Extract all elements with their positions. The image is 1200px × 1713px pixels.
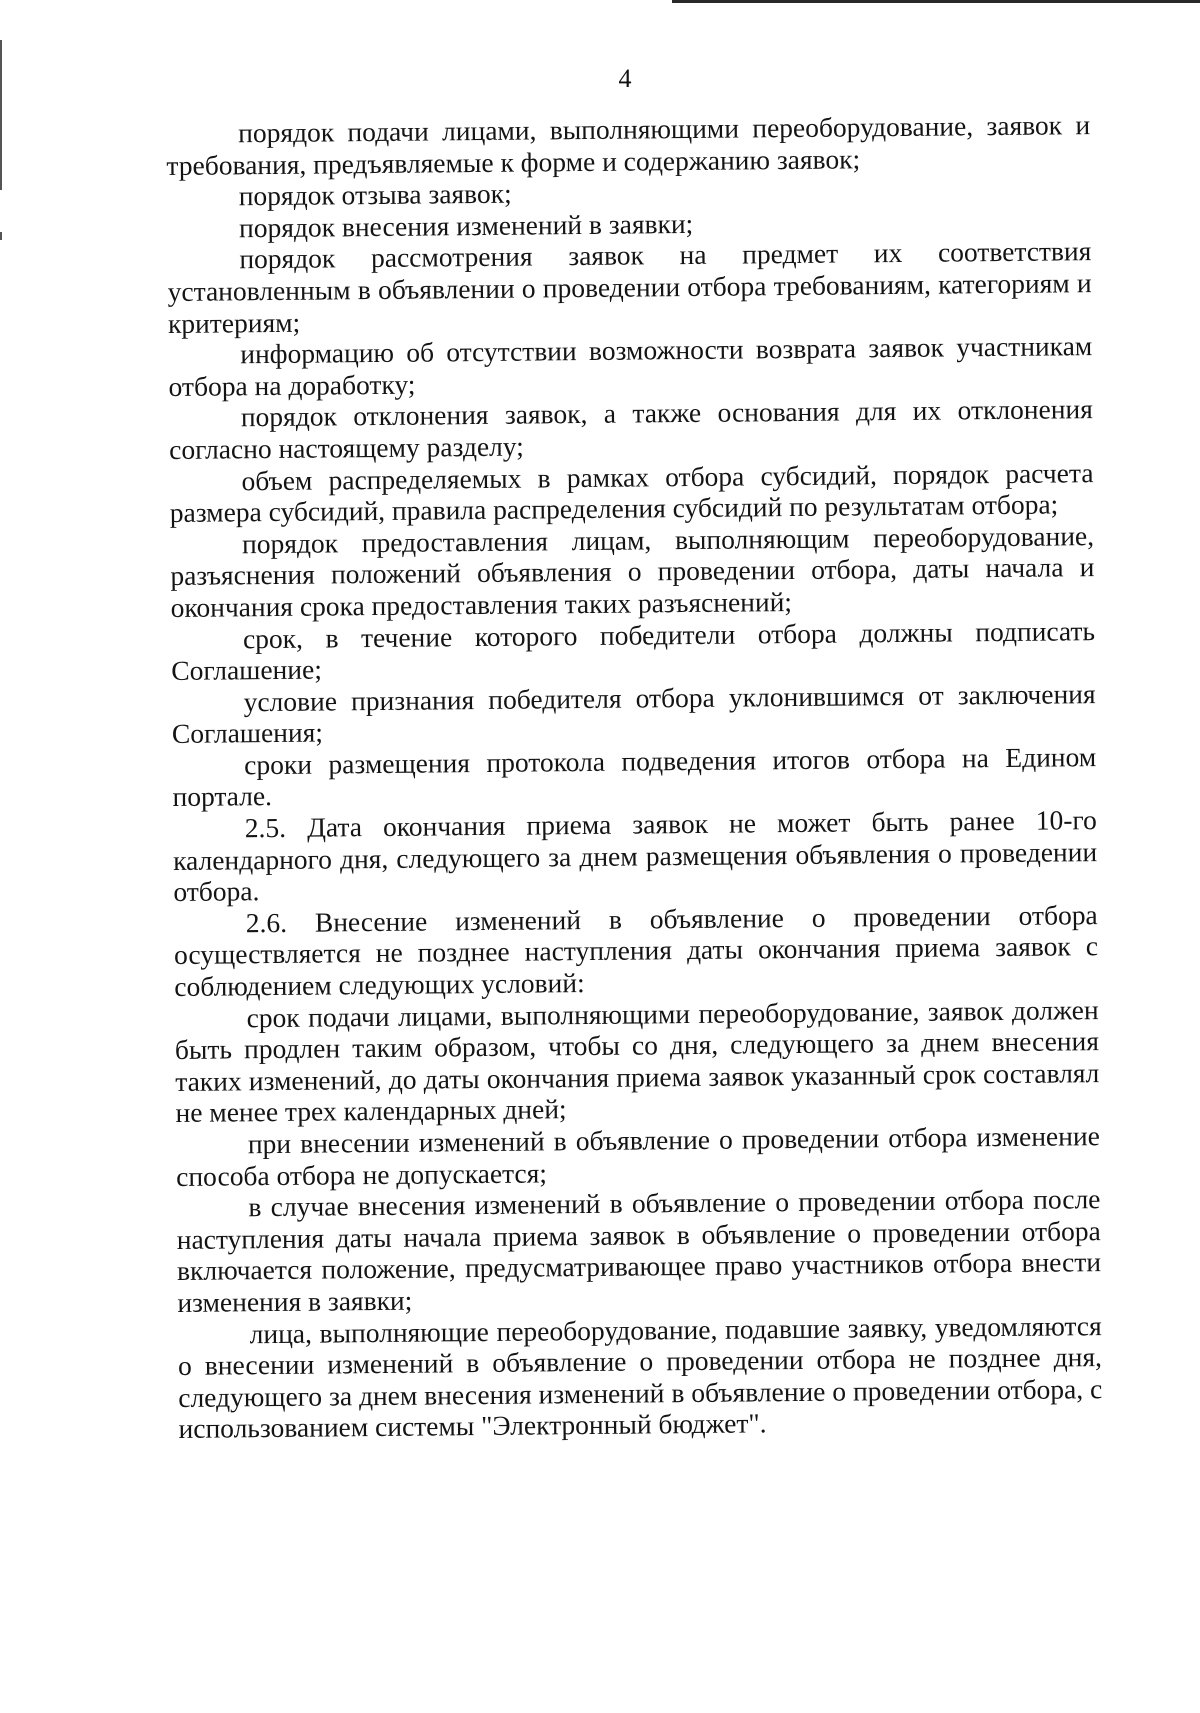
section-paragraph-2-5: 2.5. Дата окончания приема заявок не может быть ранее 10-го календарного дня, следующего за днем размещения объявления о проведении отбора. <box>172 804 1098 908</box>
paragraph: сроки размещения протокола подведения итогов отбора на Едином портале. <box>172 740 1097 813</box>
paragraph: лица, выполняющие переоборудование, подавшие заявку, уведомляются о внесении изменений в объявление о проведении отбора не позднее дня, следующего за днем внесения изменений в объявление о проведении отбора, с использованием системы "Электронный бюджет". <box>177 1309 1103 1445</box>
paragraph: порядок внесения изменений в заявки; <box>238 207 694 244</box>
paragraph: при внесении изменений в объявление о проведении отбора изменение способа отбора не допускается; <box>176 1120 1100 1192</box>
paragraph: порядок отзыва заявок; <box>238 177 512 212</box>
scan-left-edge-mark <box>0 40 2 190</box>
paragraph: срок, в течение которого победители отбора должны подписать Соглашение; <box>171 614 1096 687</box>
paragraph: порядок подачи лицами, выполняющими переоборудование, заявок и требования, предъявляемые к форме и содержанию заявок; <box>166 109 1091 181</box>
document-body <box>166 109 1103 1445</box>
paragraph: срок подачи лицами, выполняющими переоборудование, заявок должен быть продлен таким образом, чтобы со дня, следующего за днем внесения таких изменений, до даты окончания приема заявок указанный срок составлял не менее трех календарных дней; <box>174 993 1100 1129</box>
paragraph: информацию об отсутствии возможности возврата заявок участникам отбора на доработку; <box>168 330 1093 402</box>
scan-left-edge-mark <box>0 232 2 240</box>
paragraph: порядок отклонения заявок, а также основания для их отклонения согласно настоящему разделу; <box>169 393 1093 465</box>
paragraph: объем распределяемых в рамках отбора субсидий, порядок расчета размера субсидий, правила распределения субсидий по результатам отбора; <box>169 456 1094 529</box>
section-paragraph-2-6: 2.6. Внесение изменений в объявление о проведении отбора осуществляется не позднее наступления даты окончания приема заявок с соблюдением следующих условий: <box>173 898 1099 1002</box>
page-number: 4 <box>618 64 632 93</box>
paragraph: условие признания победителя отбора уклонившимся от заключения Соглашения; <box>171 677 1096 750</box>
paragraph: в случае внесения изменений в объявление о проведении отбора после наступления даты начала приема заявок в объявление о проведении отбора включается положение, предусматривающее право участников отбора внести изменения в заявки; <box>176 1183 1102 1318</box>
scan-top-edge-line <box>672 0 1200 3</box>
paragraph: порядок предоставления лицам, выполняющим переоборудование, разъяснения положений объявления о проведении отбора, даты начала и окончания срока предоставления таких разъяснений; <box>170 519 1095 623</box>
paragraph: порядок рассмотрения заявок на предмет их соответствия установленным в объявлении о проведении отбора требованиям, категориям и критериям; <box>167 235 1092 339</box>
